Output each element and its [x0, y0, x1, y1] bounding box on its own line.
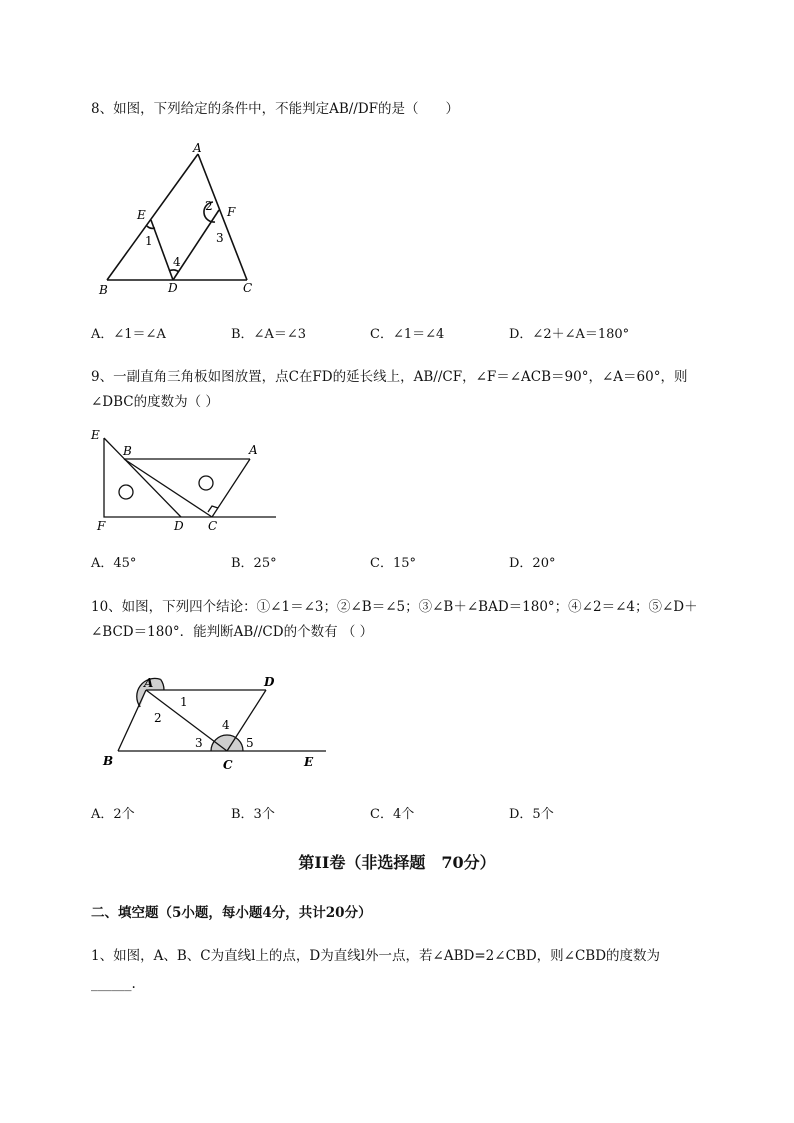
fill-q1-line1: 1、如图，A、B、C为直线l上的点，D为直线l外一点，若∠ABD=2∠CBD，则∠CBD的度数为 [91, 948, 661, 964]
q9-stem-line2: ∠DBC的度数为（ ） [91, 394, 219, 410]
q8-label-D: D [168, 281, 178, 295]
q10-figure [98, 670, 338, 780]
q10-angle-5: 5 [246, 736, 254, 750]
part2-title: 第II卷（非选择题 70分） [298, 853, 496, 872]
q10-option-d: D．5个 [509, 807, 554, 822]
q9-stem-line1: 9、一副直角三角板如图放置，点C在FD的延长线上，AB//CF，∠F＝∠ACB＝90°，∠A＝60°，则 [91, 369, 688, 385]
q8-option-b: B．∠A＝∠3 [231, 327, 306, 342]
q8-angle-2: 2 [205, 199, 213, 213]
q10-angle-2: 2 [154, 711, 162, 725]
q8-option-c: C．∠1＝∠4 [370, 327, 445, 342]
q9-label-F: F [97, 519, 106, 533]
q9-option-a: A．45° [91, 556, 137, 571]
q9-option-c: C．15° [370, 556, 416, 571]
q9-label-E: E [91, 428, 100, 442]
q10-label-D: D [264, 675, 275, 689]
q8-figure [95, 140, 275, 300]
q10-option-b: B．3个 [231, 807, 275, 822]
q8-option-a: A．∠1＝∠A [91, 327, 166, 342]
q10-stem-line2: ∠BCD＝180°．能判断AB//CD的个数有 （ ） [91, 624, 374, 640]
q9-figure [88, 428, 288, 538]
fill-q1-line2: ______. [91, 976, 136, 992]
q8-label-C: C [243, 281, 253, 295]
fill-in-heading: 二、填空题（5小题，每小题4分，共计20分） [91, 905, 372, 921]
q10-angle-3: 3 [195, 736, 203, 750]
q10-stem-line1: 10、如图，下列四个结论：①∠1＝∠3；②∠B＝∠5；③∠B＋∠BAD＝180°；④∠2＝∠4；⑤∠D＋ [91, 599, 698, 615]
q8-stem: 8、如图，下列给定的条件中，不能判定AB//DF的是（ ） [91, 101, 460, 117]
q10-label-C: C [223, 758, 233, 772]
q9-option-b: B．25° [231, 556, 277, 571]
q9-label-C: C [208, 519, 218, 533]
q10-option-a: A．2个 [91, 807, 135, 822]
q9-option-d: D．20° [509, 556, 556, 571]
q8-angle-1: 1 [145, 234, 153, 248]
q10-angle-1: 1 [180, 695, 188, 709]
q8-label-E: E [137, 208, 146, 222]
q10-option-c: C．4个 [370, 807, 415, 822]
q10-angle-4: 4 [222, 718, 230, 732]
q8-label-F: F [227, 205, 236, 219]
q10-label-A: A [144, 676, 154, 690]
q9-label-D: D [174, 519, 184, 533]
q8-angle-4: 4 [173, 255, 181, 269]
q9-label-A: A [249, 443, 258, 457]
q8-option-d: D．∠2＋∠A＝180° [509, 327, 630, 342]
q10-label-B: B [103, 754, 114, 768]
q10-label-E: E [304, 755, 314, 769]
q8-label-A: A [193, 141, 202, 155]
q8-label-B: B [99, 283, 108, 297]
q9-label-B: B [123, 444, 132, 458]
q8-angle-3: 3 [216, 231, 224, 245]
